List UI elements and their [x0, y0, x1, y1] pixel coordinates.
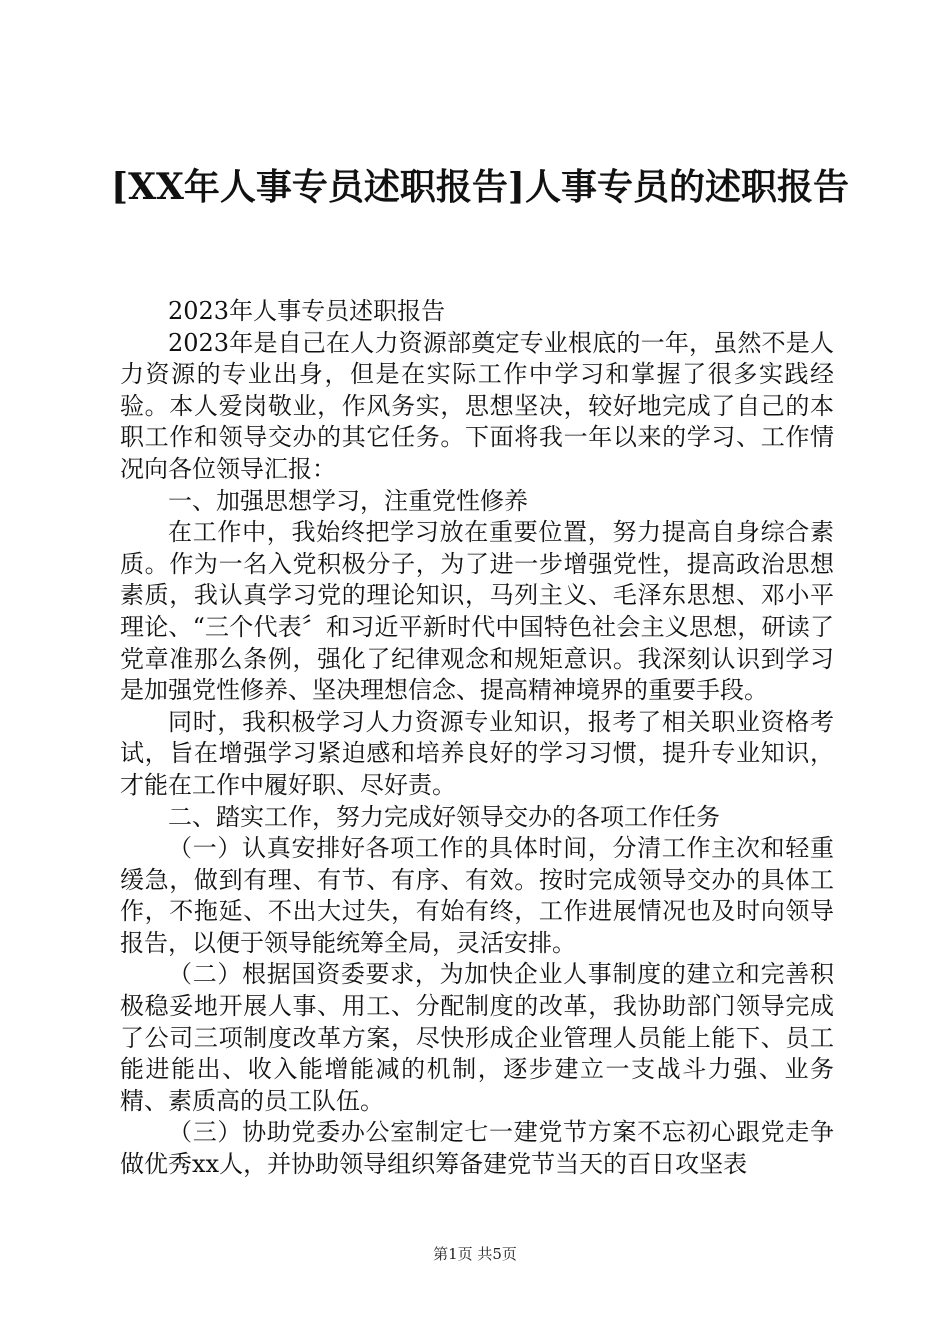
document-title: [XX年人事专员述职报告]人事专员的述职报告: [111, 166, 849, 208]
section-heading-1: 一、加强思想学习，注重党性修养: [168, 486, 528, 515]
page-footer: 第1页 共5页: [433, 1245, 517, 1263]
paragraph-report-heading: 2023年人事专员述职报告: [168, 297, 446, 325]
paragraph-study: 在工作中，我始终把学习放在重要位置，努力提高自身综合素质。作为一名入党积极分子，为了进一步增强党性，提高政治思想素质，我认真学习党的理论知识，马列主义、毛泽东思想、邓小平理论、“三个代表〞和习近平新时代中国特色社会主义思想，研读了党章准那么条例，强化了纪律观念和规矩意识。我深刻认识到学习是加强党性修养、坚决理想信念、提高精神境界的重要手段。: [120, 518, 834, 705]
paragraph-professional: 同时，我积极学习人力资源专业知识，报考了相关职业资格考试，旨在增强学习紧迫感和培养良好的学习习惯，提升专业知识，才能在工作中履好职、尽好责。: [120, 707, 834, 799]
section-heading-2: 二、踏实工作，努力完成好领导交办的各项工作任务: [168, 802, 720, 831]
paragraph-item-2: （二）根据国资委要求，为加快企业人事制度的建立和完善积极稳妥地开展人事、用工、分配制度的改革，我协助部门领导完成了公司三项制度改革方案，尽快形成企业管理人员能上能下、员工能进能出、收入能增能减的机制，逐步建立一支战斗力强、业务精、素质高的员工队伍。: [120, 960, 834, 1115]
paragraph-item-1: （一）认真安排好各项工作的具体时间，分清工作主次和轻重缓急，做到有理、有节、有序、有效。按时完成领导交办的具体工作，不拖延、不出大过失，有始有终，工作进展情况也及时向领导报告，以便于领导能统筹全局，灵活安排。: [120, 834, 834, 957]
document-body: [120, 296, 834, 1181]
paragraph-item-3: （三）协助党委办公室制定七一建党节方案不忘初心跟党走争做优秀xx人，并协助领导组织筹备建党节当天的百日攻坚表: [120, 1118, 834, 1179]
paragraph-intro: 2023年是自己在人力资源部奠定专业根底的一年，虽然不是人力资源的专业出身，但是在实际工作中学习和掌握了很多实践经验。本人爱岗敬业，作风务实，思想坚决，较好地完成了自己的本职工作和领导交办的其它任务。下面将我一年以来的学习、工作情况向各位领导汇报：: [120, 328, 834, 483]
